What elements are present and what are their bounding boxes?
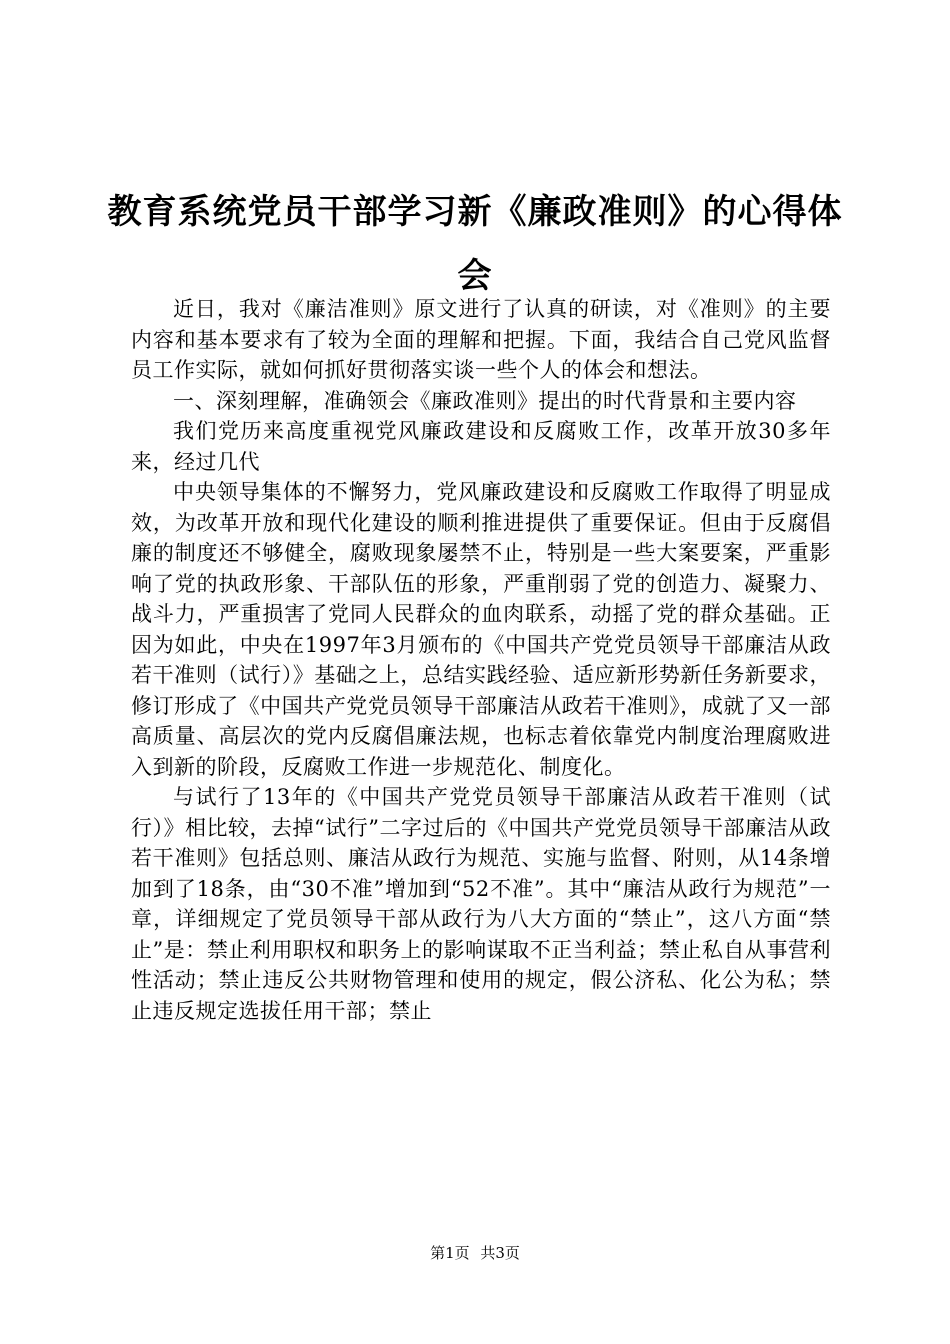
paragraph: 近日，我对《廉洁准则》原文进行了认真的研读，对《准则》的主要内容和基本要求有了较为全面的理解和把握。下面，我结合自己党风监督员工作实际，就如何抓好贯彻落实谈一些个人的体会和想法。 bbox=[131, 297, 831, 382]
document-title: 教育系统党员干部学习新《廉政准则》的心得体会 bbox=[107, 192, 843, 296]
paragraph: 我们党历来高度重视党风廉政建设和反腐败工作，改革开放30多年来，经过几代 bbox=[131, 419, 831, 474]
page-footer bbox=[0, 1243, 950, 1263]
page-total: 共3页 bbox=[480, 1244, 520, 1262]
paragraph: 与试行了13年的《中国共产党党员领导干部廉洁从政若干准则（试行）》相比较，去掉“试行”二字过后的《中国共产党党员领导干部廉洁从政若干准则》包括总则、廉洁从政行为规范、实施与监督、附则，从14条增加到了18条，由“30不准”增加到“52不准”。其中“廉洁从政行为规范”一章，详细规定了党员领导干部从政行为八大方面的“禁止”，这八方面“禁止”是：禁止利用职权和职务上的影响谋取不正当利益；禁止私自从事营利性活动；禁止违反公共财物管理和使用的规定，假公济私、化公为私；禁止违反规定选拔任用干部；禁止 bbox=[131, 785, 831, 1023]
page-number: 第1页 bbox=[430, 1244, 470, 1262]
section-heading: 一、深刻理解，准确领会《廉政准则》提出的时代背景和主要内容 bbox=[173, 388, 797, 413]
document-body bbox=[131, 294, 831, 1026]
paragraph: 中央领导集体的不懈努力，党风廉政建设和反腐败工作取得了明显成效，为改革开放和现代化建设的顺利推进提供了重要保证。但由于反腐倡廉的制度还不够健全，腐败现象屡禁不止，特别是一些大案要案，严重影响了党的执政形象、干部队伍的形象，严重削弱了党的创造力、凝聚力、战斗力，严重损害了党同人民群众的血肉联系，动摇了党的群众基础。正因为如此，中央在1997年3月颁布的《中国共产党党员领导干部廉洁从政若干准则（试行）》基础之上，总结实践经验、适应新形势新任务新要求，修订形成了《中国共产党党员领导干部廉洁从政若干准则》，成就了又一部高质量、高层次的党内反腐倡廉法规，也标志着依靠党内制度治理腐败进入到新的阶段，反腐败工作进一步规范化、制度化。 bbox=[131, 480, 831, 779]
